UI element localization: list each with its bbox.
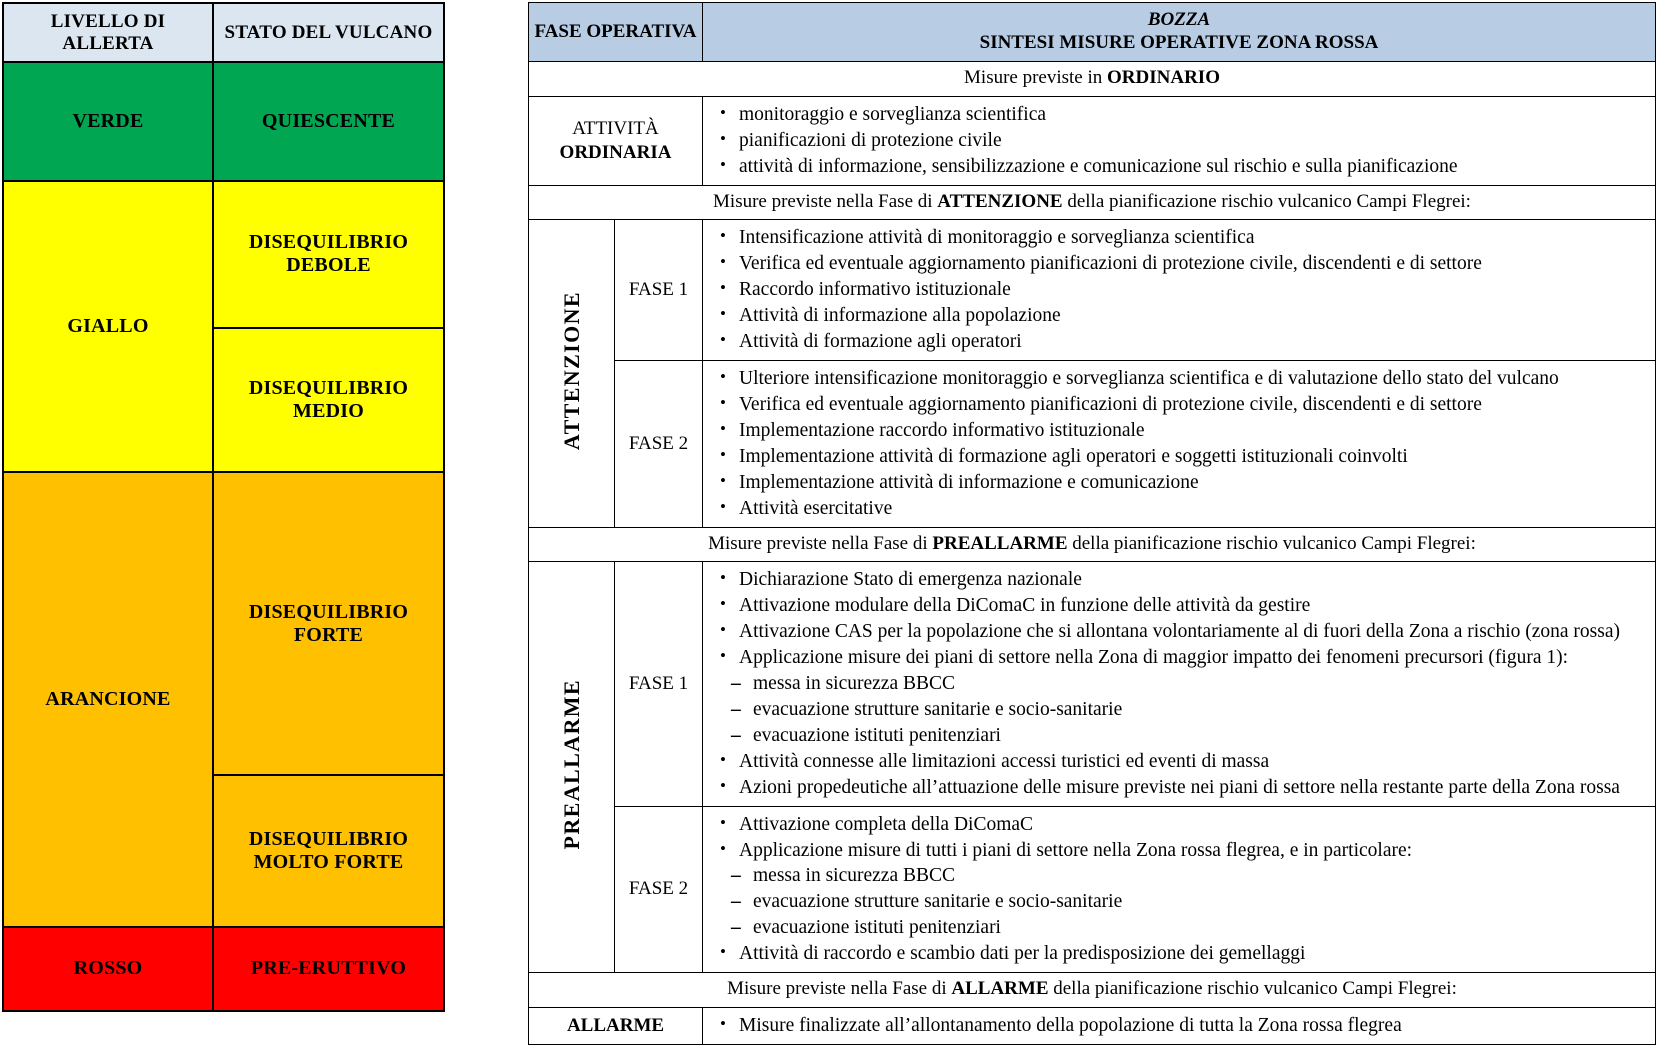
level-rosso: ROSSO — [3, 927, 213, 1011]
banner-attenzione-keyword: ATTENZIONE — [937, 190, 1063, 212]
banner-row-preallarme — [529, 527, 1656, 562]
measure-text: • Azioni propedeutiche all’attuazione delle misure previste nei piani di settore nella restante parte della Zona rossa — [739, 777, 1620, 798]
phase-attivita-ordinaria — [529, 96, 703, 185]
measures-header-row — [529, 3, 1656, 62]
measures-preallarme-fase1 — [703, 562, 1656, 806]
list-item — [737, 749, 1647, 775]
header-bozza-sintesi — [703, 3, 1656, 62]
list-item — [737, 251, 1647, 277]
header-livello-allerta — [3, 3, 213, 62]
list-item — [737, 567, 1647, 593]
sub-measure-list — [713, 671, 1647, 749]
measure-text: • Applicazione misure di tutti i piani di settore nella Zona rossa flegrea, e in particolare: — [739, 840, 1412, 861]
measure-text: • Attivazione completa della DiComaC — [739, 814, 1033, 835]
banner-row-attenzione — [529, 185, 1656, 220]
vertical-label-preallarme-text: PREALLARME — [558, 678, 584, 850]
measure-list — [713, 366, 1647, 522]
banner-ordinario-prefix: Misure previste in — [964, 67, 1108, 88]
table-row-giallo-1 — [3, 181, 444, 327]
measure-list — [713, 567, 1647, 671]
measure-text: • Ulteriore intensificazione monitoraggio e sorveglianza scientifica e di valutazione dello stato del vulcano — [739, 368, 1559, 389]
state-quiescente: QUIESCENTE — [213, 62, 444, 181]
banner-attenzione-suffix: della pianificazione rischio vulcanico Campi Flegrei: — [1062, 190, 1471, 212]
table-row-arancione-1 — [3, 472, 444, 775]
list-item — [737, 645, 1647, 671]
measure-text: • Applicazione misure dei piani di settore nella Zona di maggior impatto dei fenomeni precursori (figura 1): — [739, 647, 1568, 668]
measure-text: • Attivazione modulare della DiComaC in funzione delle attività da gestire — [739, 595, 1310, 616]
measure-text: • Verifica ed eventuale aggiornamento pianificazioni di protezione civile, discendenti e di settore — [739, 394, 1482, 415]
list-item — [737, 329, 1647, 355]
fase-label-preallarme-2: FASE 2 — [615, 806, 703, 973]
measures-attenzione-fase2 — [703, 360, 1656, 527]
fase-label-preallarme-1: FASE 1 — [615, 562, 703, 806]
banner-preallarme-keyword: PREALLARME — [932, 532, 1068, 554]
banner-allarme-prefix: Misure previste nella Fase di — [727, 978, 952, 1000]
banner-row-ordinario — [529, 62, 1656, 97]
measure-list — [713, 225, 1647, 355]
state-disequilibrio-medio: DISEQUILIBRIO MEDIO — [213, 328, 444, 472]
measure-text: • Attività di raccordo e scambio dati per la predisposizione dei gemellaggi — [739, 943, 1305, 964]
list-item — [737, 277, 1647, 303]
row-attivita-ordinaria — [529, 96, 1656, 185]
measure-list — [713, 1013, 1647, 1039]
list-item — [737, 619, 1647, 645]
measure-text: • Attività di informazione alla popolazione — [739, 305, 1061, 326]
measures-preallarme-fase2 — [703, 806, 1656, 973]
list-item — [737, 154, 1647, 180]
list-item — [737, 366, 1647, 392]
sub-list-item: – evacuazione strutture sanitarie e socio-sanitarie — [753, 889, 1647, 915]
sub-list-item: – evacuazione istituti penitenziari — [753, 723, 1647, 749]
sub-list-item: – messa in sicurezza BBCC — [753, 863, 1647, 889]
banner-attenzione-prefix: Misure previste nella Fase di — [713, 190, 938, 212]
measure-text: • pianificazioni di protezione civile — [739, 130, 1002, 151]
list-item — [737, 775, 1647, 801]
measure-text: • Attività esercitative — [739, 498, 892, 519]
list-item — [737, 470, 1647, 496]
row-allarme — [529, 1007, 1656, 1044]
measure-text: • Attivazione CAS per la popolazione che si allontana volontariamente al di fuori della Zona a rischio (zona rossa) — [739, 621, 1620, 642]
phase-allarme: ALLARME — [529, 1007, 703, 1044]
measure-list-tail — [713, 749, 1647, 801]
level-giallo: GIALLO — [3, 181, 213, 472]
banner-row-allarme — [529, 973, 1656, 1008]
state-disequilibrio-molto-forte: DISEQUILIBRIO MOLTO FORTE — [213, 775, 444, 927]
list-item — [737, 392, 1647, 418]
level-arancione: ARANCIONE — [3, 472, 213, 927]
list-item — [737, 1013, 1647, 1039]
header-stato-vulcano-label: STATO DEL VULCANO — [224, 21, 433, 43]
measures-allarme — [703, 1007, 1656, 1044]
banner-attenzione — [529, 185, 1656, 220]
sub-measure-list — [713, 863, 1647, 941]
fase-label-attenzione-1: FASE 1 — [615, 220, 703, 361]
level-verde: VERDE — [3, 62, 213, 181]
measures-attenzione-fase1 — [703, 220, 1656, 361]
sub-list-item: – evacuazione istituti penitenziari — [753, 915, 1647, 941]
list-item — [737, 838, 1647, 864]
measure-text: • Dichiarazione Stato di emergenza nazionale — [739, 569, 1082, 590]
measure-text: • monitoraggio e sorveglianza scientifica — [739, 104, 1046, 125]
banner-allarme-keyword: ALLARME — [951, 978, 1049, 1000]
banner-allarme-suffix: della pianificazione rischio vulcanico Campi Flegrei: — [1048, 978, 1457, 1000]
header-fase-operativa — [529, 3, 703, 62]
vertical-label-preallarme — [529, 562, 615, 973]
list-item — [737, 812, 1647, 838]
measure-text: • Implementazione raccordo informativo istituzionale — [739, 420, 1145, 441]
list-item — [737, 128, 1647, 154]
measures-attivita-ordinaria — [703, 96, 1656, 185]
header-livello-allerta-label: LIVELLO DI ALLERTA — [50, 10, 166, 54]
measure-text: • Implementazione attività di informazione e comunicazione — [739, 472, 1199, 493]
measure-text: • Attività connesse alle limitazioni accessi turistici ed eventi di massa — [739, 751, 1269, 772]
vertical-label-attenzione — [529, 220, 615, 527]
row-attenzione-fase2 — [529, 360, 1656, 527]
measure-text: • Verifica ed eventuale aggiornamento pianificazioni di protezione civile, discendenti e di settore — [739, 253, 1482, 274]
banner-ordinario — [529, 62, 1656, 97]
sub-list-item: – messa in sicurezza BBCC — [753, 671, 1647, 697]
measure-list-tail — [713, 941, 1647, 967]
list-item — [737, 593, 1647, 619]
alert-level-table — [2, 2, 445, 1012]
vertical-label-attenzione-text: ATTENZIONE — [558, 290, 584, 450]
measure-text: • Attività di formazione agli operatori — [739, 331, 1022, 352]
state-disequilibrio-debole: DISEQUILIBRIO DEBOLE — [213, 181, 444, 327]
table-header-row — [3, 3, 444, 62]
list-item — [737, 102, 1647, 128]
header-bozza-label: BOZZA — [1147, 9, 1211, 31]
measure-text: • attività di informazione, sensibilizzazione e comunicazione sul rischio e sulla pianificazione — [739, 156, 1458, 177]
fase-label-attenzione-2: FASE 2 — [615, 360, 703, 527]
list-item — [737, 941, 1647, 967]
phase-attivita-label: ATTIVITÀ — [572, 117, 659, 139]
list-item — [737, 444, 1647, 470]
list-item — [737, 418, 1647, 444]
measure-text: • Misure finalizzate all’allontanamento della popolazione di tutta la Zona rossa flegrea — [739, 1015, 1402, 1036]
row-preallarme-fase1 — [529, 562, 1656, 806]
table-row-verde — [3, 62, 444, 181]
banner-allarme — [529, 973, 1656, 1008]
banner-preallarme-prefix: Misure previste nella Fase di — [708, 532, 933, 554]
header-fase-operativa-label: FASE OPERATIVA — [534, 20, 697, 42]
measure-text: • Implementazione attività di formazione agli operatori e soggetti istituzionali coinvolti — [739, 446, 1408, 467]
state-pre-eruttivo: PRE-ERUTTIVO — [213, 927, 444, 1011]
measure-text: • Intensificazione attività di monitoraggio e sorveglianza scientifica — [739, 227, 1254, 248]
state-disequilibrio-forte: DISEQUILIBRIO FORTE — [213, 472, 444, 775]
list-item — [737, 303, 1647, 329]
row-attenzione-fase1 — [529, 220, 1656, 361]
list-item — [737, 225, 1647, 251]
table-row-rosso — [3, 927, 444, 1011]
list-item — [737, 496, 1647, 522]
measure-text: • Raccordo informativo istituzionale — [739, 279, 1011, 300]
header-stato-vulcano — [213, 3, 444, 62]
sub-list-item: – evacuazione strutture sanitarie e socio-sanitarie — [753, 697, 1647, 723]
banner-preallarme — [529, 527, 1656, 562]
operational-measures-table — [528, 2, 1656, 1045]
measure-list — [713, 812, 1647, 864]
measure-list — [713, 102, 1647, 180]
banner-ordinario-keyword: ORDINARIO — [1107, 67, 1220, 88]
phase-ordinaria-label: ORDINARIA — [559, 141, 672, 163]
banner-preallarme-suffix: della pianificazione rischio vulcanico Campi Flegrei: — [1067, 532, 1476, 554]
header-sintesi-label: SINTESI MISURE OPERATIVE ZONA ROSSA — [979, 32, 1379, 53]
row-preallarme-fase2 — [529, 806, 1656, 973]
